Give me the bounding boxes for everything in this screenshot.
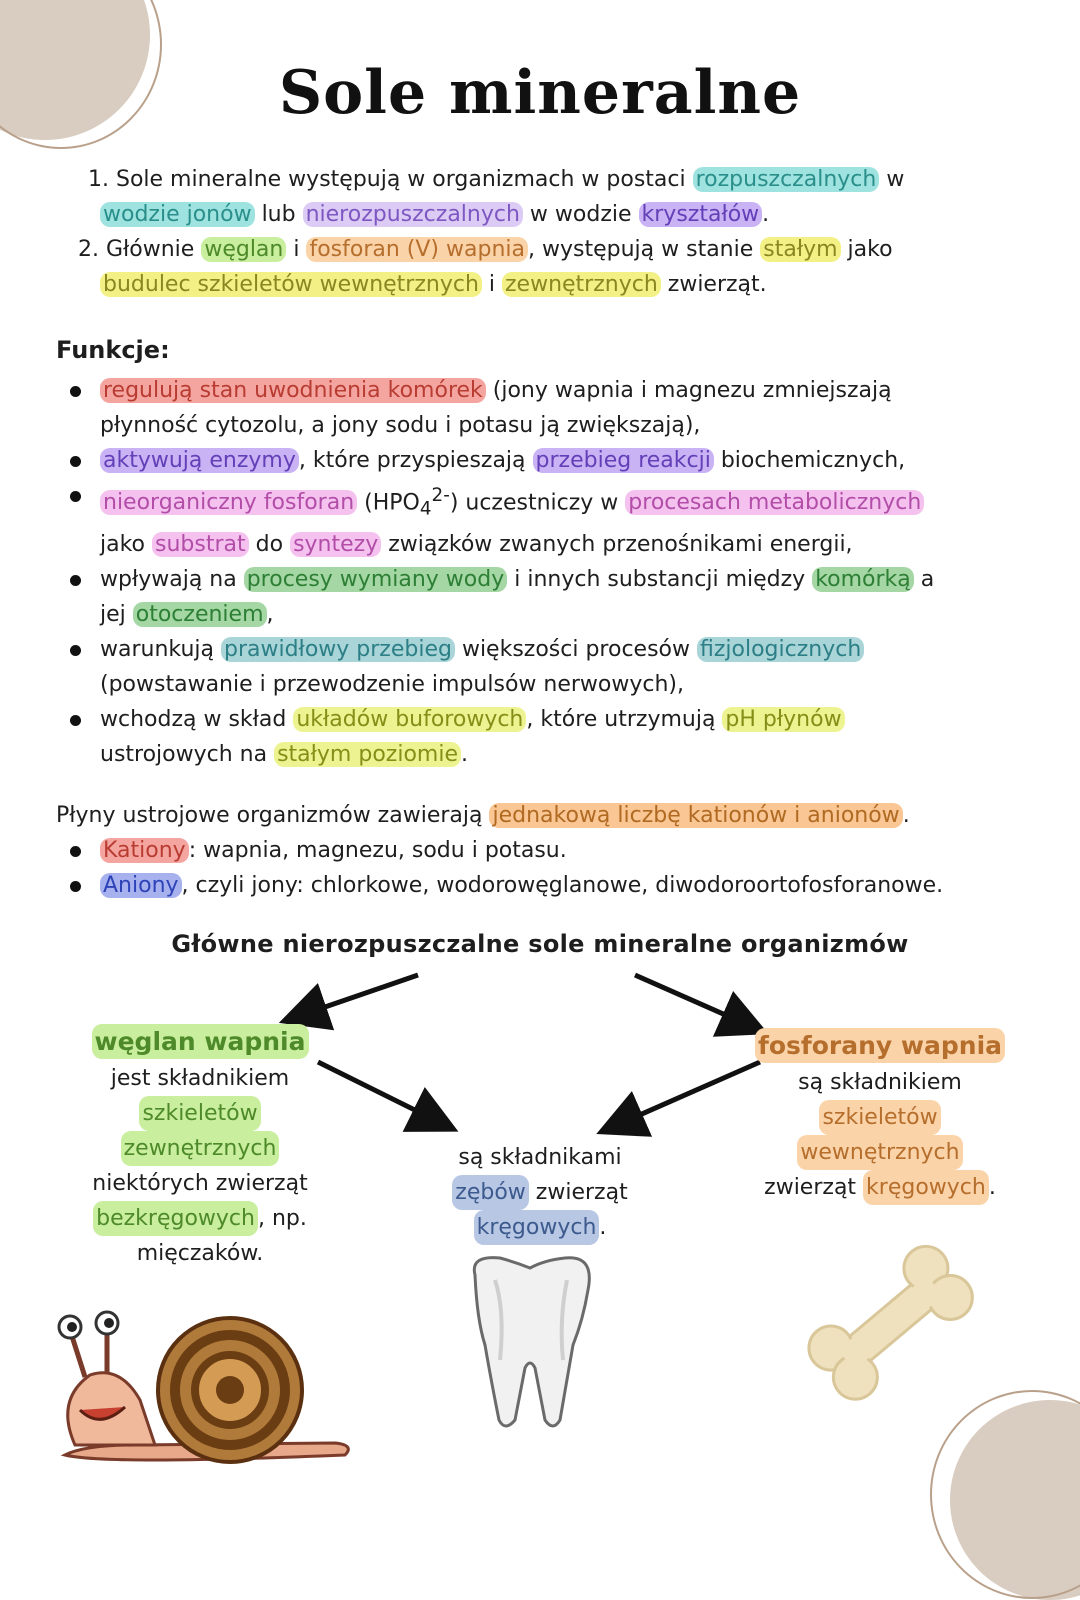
left-line-1: jest składnikiem — [110, 1066, 290, 1091]
right-line-4b: . — [988, 1175, 996, 1200]
intro-1-text-b: w — [879, 167, 905, 192]
left-line-2: szkieletów — [139, 1096, 260, 1131]
fn4-text-c: a — [913, 566, 935, 592]
right-line-2: szkieletów — [819, 1100, 940, 1135]
fluids-text-b: . — [902, 803, 910, 828]
highlight-krysztalow: kryształów — [639, 202, 763, 227]
fn2-highlight-1: aktywują enzymy — [100, 448, 299, 473]
intro-1-text-e: . — [762, 202, 770, 227]
highlight-fosforan-wapnia: fosforan (V) wapnia — [306, 237, 528, 262]
fn6-text-d: . — [460, 741, 468, 767]
fn1-highlight: regulują stan uwodnienia komórek — [100, 378, 486, 403]
left-line-6: mięczaków. — [136, 1241, 264, 1266]
intro-2-text-e: i — [481, 272, 502, 297]
highlight-jednakowa-liczba: jednakową liczbę kationów i anionów — [489, 803, 902, 828]
fn3-highlight-1: nieorganiczny fosforan — [100, 490, 357, 515]
intro-2-text-a: 2. Głównie — [78, 237, 202, 262]
right-line-4h: kręgowych — [863, 1170, 989, 1205]
fn5-highlight-2: fizjologicznych — [697, 637, 864, 662]
intro-1-text-d: w wodzie — [522, 202, 639, 227]
center-line-2b: zwierząt — [528, 1180, 628, 1205]
anions-text: , czyli jony: chlorkowe, wodorowęglanowe, diwodoroortofosforanowe. — [181, 873, 944, 898]
right-line-3: wewnętrznych — [797, 1135, 962, 1170]
fn2-text-b: biochemicznych, — [713, 448, 906, 473]
left-line-3: zewnętrznych — [121, 1131, 280, 1166]
cations-text: : wapnia, magnezu, sodu i potasu. — [188, 838, 567, 863]
left-head: węglan wapnia — [92, 1024, 309, 1059]
page-title: Sole mineralne — [278, 58, 802, 128]
center-line-1: są składnikami — [458, 1145, 622, 1170]
center-line-2: zębów — [452, 1175, 529, 1210]
fn6-highlight-1: układów buforowych — [293, 707, 526, 732]
highlight-wodzie-jonow: wodzie jonów — [100, 202, 255, 227]
right-line-1: są składnikiem — [798, 1070, 962, 1095]
fluids-text-a: Płyny ustrojowe organizmów zawierają — [56, 803, 490, 828]
highlight-rozpuszczalnych: rozpuszczalnych — [693, 167, 880, 192]
fn3-highlight-3: substrat — [152, 532, 249, 557]
tooth-illustration — [455, 1250, 605, 1435]
fn1-text-b: płynność cytozolu, a jony sodu i potasu ją zwiększają), — [100, 413, 701, 438]
diagram-right-column — [740, 1028, 1020, 1205]
highlight-nierozpuszczalnych: nierozpuszczalnych — [303, 202, 523, 227]
fn6-highlight-2: pH płynów — [722, 707, 844, 732]
intro-2-text-d: jako — [840, 237, 893, 262]
center-line-3b: . — [599, 1215, 607, 1240]
highlight-zewnetrznych: zewnętrznych — [502, 272, 661, 297]
fn2-text-a: , które przyspieszają — [298, 448, 533, 473]
right-head: fosforany wapnia — [755, 1028, 1005, 1063]
fn4-highlight-2: komórką — [812, 567, 914, 592]
fn2-highlight-2: przebieg reakcji — [533, 448, 714, 473]
intro-2-text-f: zwierząt. — [660, 272, 767, 297]
fn5-text-b: większości procesów — [454, 636, 697, 662]
cations-label: Kationy — [100, 838, 189, 863]
intro-2-text-b: i — [286, 237, 307, 262]
arrow-to-right — [635, 975, 755, 1028]
bone-illustration — [790, 1232, 990, 1412]
arrow-to-left — [293, 975, 418, 1018]
fn6-text-b: , które utrzymują — [526, 706, 723, 732]
fn6-text-a: wchodzą w skład — [100, 706, 294, 732]
diagram-center-column — [400, 1140, 680, 1245]
highlight-stalym: stałym — [760, 237, 840, 262]
fn5-text-a: warunkują — [100, 636, 221, 662]
fn3-sup: 2- — [431, 485, 450, 506]
snail-illustration — [45, 1305, 365, 1475]
fn3-highlight-2: procesach metabolicznych — [625, 490, 924, 515]
diagram-left-column — [60, 1024, 340, 1271]
intro-2-text-c: , występują w stanie — [528, 237, 761, 262]
right-line-4: zwierząt — [764, 1175, 864, 1200]
fn1-text-a: (jony wapnia i magnezu zmniejszają — [485, 378, 892, 403]
diagram-title: Główne nierozpuszczalne sole mineralne organizmów — [171, 930, 909, 958]
fn4-text-e: , — [266, 601, 274, 627]
fn5-highlight-1: prawidłowy przebieg — [221, 637, 455, 662]
fn4-text-d: jej — [100, 601, 133, 627]
fn4-highlight-3: otoczeniem — [133, 602, 267, 627]
fn4-highlight-1: procesy wymiany wody — [244, 567, 508, 592]
fn3-text-c: jako — [100, 531, 153, 557]
anions-label: Aniony — [100, 873, 182, 898]
fn5-text-c: (powstawanie i przewodzenie impulsów nerwowych), — [100, 671, 684, 697]
left-line-4: niektórych zwierząt — [92, 1171, 308, 1196]
fn3-highlight-4: syntezy — [290, 532, 381, 557]
intro-1-text-a: 1. Sole mineralne występują w organizmach w postaci — [88, 167, 693, 192]
left-line-5: bezkręgowych — [93, 1201, 258, 1236]
fn3-text-e: związków zwanych przenośnikami energii, — [381, 531, 853, 557]
functions-heading: Funkcje: — [56, 336, 170, 364]
fn4-text-a: wpływają na — [100, 566, 244, 592]
left-line-5b: , np. — [257, 1206, 307, 1231]
fn3-sub: 4 — [419, 498, 432, 520]
fn3-text-b: ) uczestniczy w — [449, 490, 626, 516]
highlight-weglan: węglan — [201, 237, 286, 262]
fn3-text-a: (HPO — [357, 490, 420, 516]
highlight-budulec: budulec szkieletów wewnętrznych — [100, 272, 482, 297]
arrow-right-to-center — [610, 1062, 760, 1128]
fn3-text-d: do — [248, 531, 291, 557]
center-line-3: kręgowych — [474, 1210, 600, 1245]
fn6-text-c: ustrojowych na — [100, 741, 275, 767]
intro-1-text-c: lub — [254, 202, 303, 227]
fn6-highlight-3: stałym poziomie — [274, 742, 461, 767]
fn4-text-b: i innych substancji między — [507, 566, 813, 592]
